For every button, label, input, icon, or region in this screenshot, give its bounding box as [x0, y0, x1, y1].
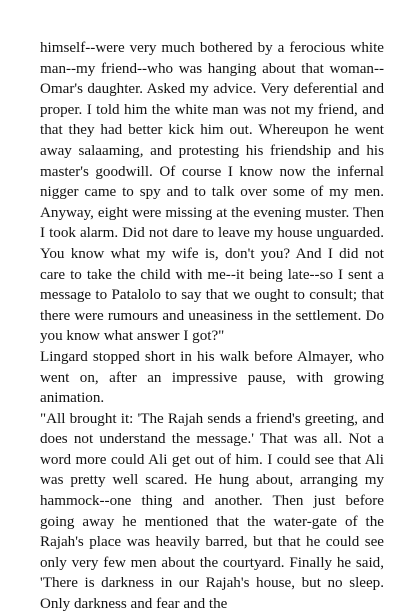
paragraph-lingard-stops: Lingard stopped short in his walk before Almayer, who went on, after an impressive pause, with growing animation. — [40, 348, 384, 407]
paragraph-ali-message: "All brought it: 'The Rajah sends a friend's greeting, and does not understand the message.' That was all. Not a word more could Ali get out of him. I could see that Ali was pretty well scared. He hung about, arranging my hammock--one thing and another. Then just before going away he mentioned that the water-gate of the Rajah's place was heavily barred, but that he could see only very few men about the courtyard. Finally he said, 'There is darkness in our Rajah's house, but no sleep. Only darkness and fear and the — [40, 410, 384, 613]
paragraph-almayer-account: himself--were very much bothered by a ferocious white man--my friend--who was hanging about that woman--Omar's daughter. Asked my advice. Very deferential and proper. I told him the white man was not my friend, and that they had better kick him out. Whereupon he went away salaaming, and protesting his friendship and his master's goodwill. Of course I know now the infernal nigger came to spy and to talk over some of my men. Anyway, eight were missing at the evening muster. Then I took alarm. Did not dare to leave my house unguarded. You know what my wife is, don't you? And I did not care to take the child with me--it being late--so I sent a message to Patalolo to say that we ought to consult; that there were rumours and uneasiness in the settlement. Do you know what answer I got?" — [40, 40, 384, 345]
document-page — [40, 38, 384, 615]
